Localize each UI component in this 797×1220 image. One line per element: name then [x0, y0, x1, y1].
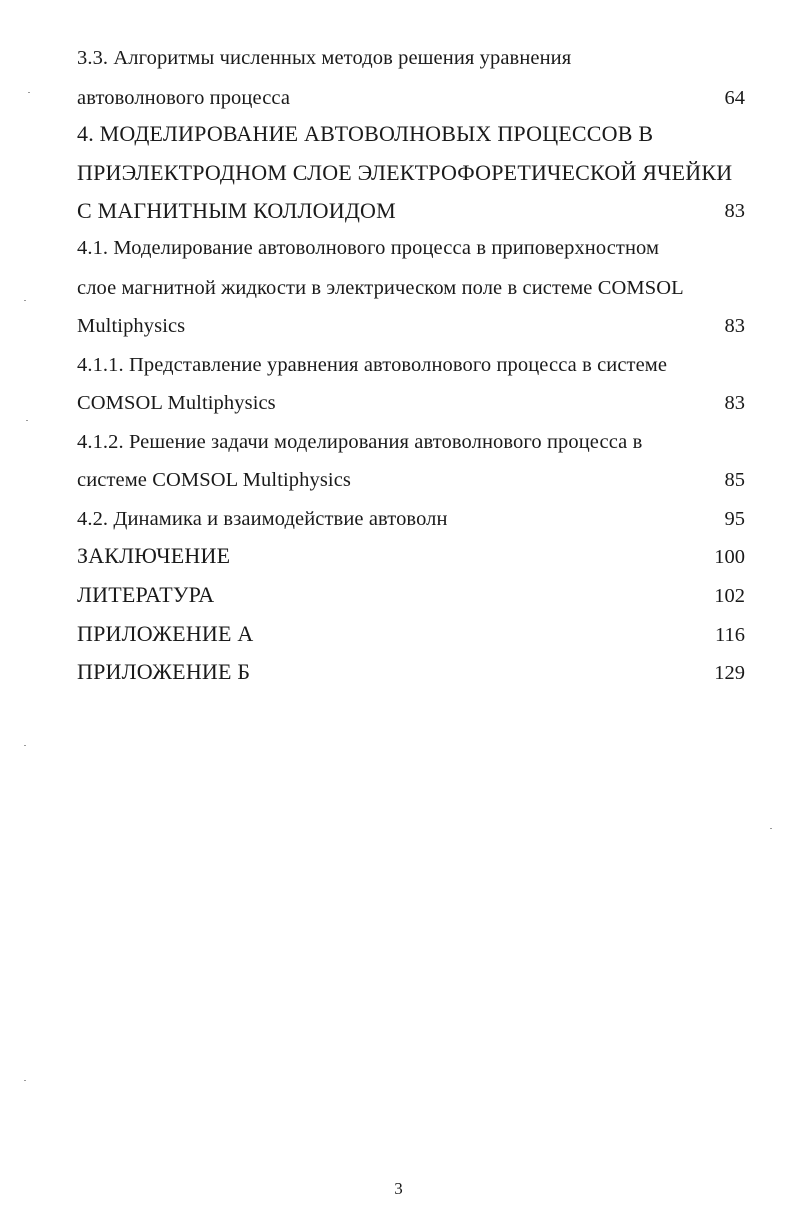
toc-entry-4-1-1-page: 83 [724, 392, 745, 414]
toc-entry-4-1-line-2: слое магнитной жидкости в электрическом поле в системе COMSOL [77, 277, 684, 299]
scan-speck [24, 300, 26, 301]
toc-entry-4-2-line-1: 4.2. Динамика и взаимодействие автоволн [77, 508, 448, 530]
toc-chapter-4-line-1: 4. МОДЕЛИРОВАНИЕ АВТОВОЛНОВЫХ ПРОЦЕССОВ В [77, 121, 654, 146]
toc-chapter-4-line-3: С МАГНИТНЫМ КОЛЛОИДОМ [77, 198, 396, 223]
toc-entry-4-1-page: 83 [724, 315, 745, 337]
toc-entry-3-3-line-1: 3.3. Алгоритмы численных методов решения уравнения [77, 47, 572, 69]
toc-appendix-b-title: ПРИЛОЖЕНИЕ Б [77, 659, 251, 684]
toc-conclusion-page: 100 [714, 546, 745, 568]
toc-chapter-4-line-2: ПРИЭЛЕКТРОДНОМ СЛОЕ ЭЛЕКТРОФОРЕТИЧЕСКОЙ ЯЧЕЙКИ [77, 160, 733, 185]
toc-entry-4-1-2-line-2: системе COMSOL Multiphysics [77, 469, 351, 491]
toc-entry-3-3-page: 64 [724, 87, 745, 109]
scan-speck [24, 1080, 26, 1081]
toc-references-page: 102 [714, 585, 745, 607]
toc-references-title: ЛИТЕРАТУРА [77, 582, 215, 607]
scan-speck [28, 92, 30, 93]
toc-entry-4-1-line-1: 4.1. Моделирование автоволнового процесса в приповерхностном [77, 237, 660, 259]
toc-appendix-b-page: 129 [714, 662, 745, 684]
toc-entry-4-2-page: 95 [724, 508, 745, 530]
scan-speck [24, 745, 26, 746]
toc-entry-4-1-2-line-1: 4.1.2. Решение задачи моделирования автоволнового процесса в [77, 431, 643, 453]
toc-entry-4-1-2-page: 85 [724, 469, 745, 491]
toc-entry-4-1-line-3: Multiphysics [77, 315, 186, 337]
toc-entry-4-1-1-line-2: COMSOL Multiphysics [77, 392, 276, 414]
toc-chapter-4-page: 83 [724, 200, 745, 222]
scan-speck [26, 420, 28, 421]
scan-speck [770, 828, 772, 829]
toc-appendix-a-title: ПРИЛОЖЕНИЕ А [77, 621, 254, 646]
toc-entry-3-3-line-2: автоволнового процесса [77, 87, 291, 109]
toc-conclusion-title: ЗАКЛЮЧЕНИЕ [77, 543, 231, 568]
toc-appendix-a-page: 116 [715, 624, 745, 646]
page-number: 3 [394, 1179, 403, 1198]
toc-entry-4-1-1-line-1: 4.1.1. Представление уравнения автоволнового процесса в системе [77, 354, 668, 376]
